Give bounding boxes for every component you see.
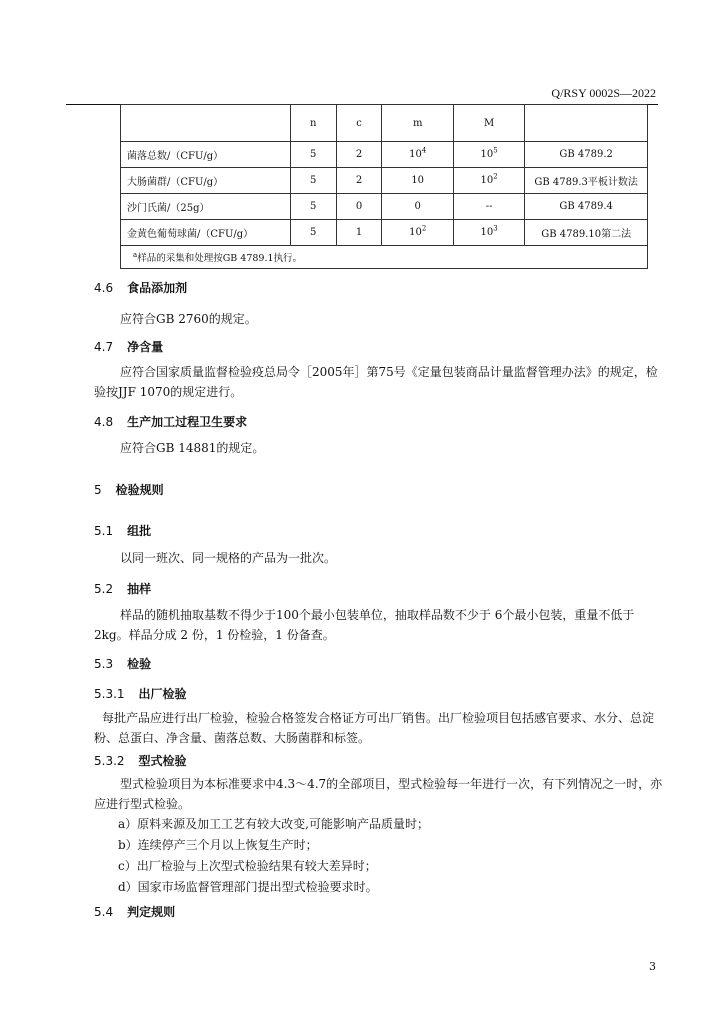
paragraph-4-7: 应符合国家质量监督检验疫总局令［2005年］第75号《定量包装商品计量监督管理办法》的规定，检验按JJF 1070的规定进行。 [94, 365, 658, 399]
row-M [453, 168, 524, 194]
paragraph-5-2: 样品的随机抽取基数不得少于100个最小包装单位，抽取样品数不少于 6个最小包装，重量不低于 2kg。样品分成 2 份，1 份检验，1 份备查。 [94, 608, 635, 642]
row-m [382, 220, 453, 246]
m-exponent: 2 [421, 224, 427, 233]
row-M: -- [453, 194, 524, 220]
table-note [121, 246, 648, 269]
row-item: 菌落总数/（CFU/g） [121, 142, 291, 168]
table-row [121, 142, 648, 168]
section-number: 4.7 [94, 340, 114, 354]
table-row [121, 194, 648, 220]
section-number: 5.3.1 [94, 687, 125, 701]
col-header-n: n [290, 105, 336, 142]
paragraph-5-3-2: 型式检验项目为本标准要求中4.3～4.7的全部项目，型式检验每一年进行一次，有下列情况之一时，亦应进行型式检验。 [94, 777, 663, 811]
section-number: 4.8 [94, 415, 114, 429]
m-base: 10 [409, 227, 422, 238]
paragraph-4-8: 应符合GB 14881的规定。 [120, 441, 265, 455]
M-base: 10 [480, 227, 494, 238]
col-header-method [525, 105, 648, 142]
standard-code: Q/RSY 0002S—2022 [551, 86, 656, 100]
list-item: d）国家市场监督管理部门提出型式检验要求时。 [118, 880, 378, 894]
row-m: 0 [382, 194, 453, 220]
heading-5-3 [94, 655, 151, 672]
section-title: 检验规则 [115, 483, 164, 497]
section-number: 5.3.2 [94, 754, 125, 768]
table-row [121, 168, 648, 194]
section-number: 5.3 [94, 657, 114, 671]
heading-5-2 [94, 580, 151, 597]
M-exponent: 5 [493, 146, 498, 155]
section-title: 型式检验 [138, 754, 187, 768]
M-exponent: 2 [493, 172, 498, 181]
heading-5-3-2 [94, 752, 187, 769]
heading-5-1 [94, 522, 151, 539]
M-base: 10 [480, 149, 494, 160]
heading-5-4 [94, 903, 175, 920]
col-header-item [121, 105, 291, 142]
heading-4-7 [94, 338, 163, 355]
section-title: 组批 [127, 524, 152, 538]
row-item: 金黄色葡萄球菌/（CFU/g） [121, 220, 291, 246]
heading-5 [94, 481, 164, 498]
row-m [382, 142, 453, 168]
note-text: 样品的采集和处理按GB 4789.1执行。 [137, 253, 303, 264]
row-n: 5 [290, 220, 336, 246]
M-base: 10 [480, 175, 494, 186]
row-c: 0 [336, 194, 382, 220]
table-note-row [121, 246, 648, 269]
list-item: c）出厂检验与上次型式检验结果有较大差异时； [118, 859, 377, 873]
row-M [453, 142, 524, 168]
m-exponent: 4 [421, 146, 427, 155]
paragraph-5-3-1: 每批产品应进行出厂检验，检验合格签发合格证方可出厂销售。出厂检验项目包括感官要求、水分、总淀粉、总蛋白、净含量、菌落总数、大肠菌群和标签。 [94, 711, 655, 745]
section-number: 5 [94, 483, 102, 497]
section-number: 5.2 [94, 582, 114, 596]
table-header-row [121, 105, 648, 142]
row-method: GB 4789.10第二法 [525, 220, 648, 246]
row-c: 2 [336, 168, 382, 194]
row-item: 大肠菌群/（CFU/g） [121, 168, 291, 194]
section-title: 净含量 [127, 340, 164, 354]
section-title: 食品添加剂 [127, 281, 188, 295]
row-n: 5 [290, 194, 336, 220]
section-number: 5.1 [94, 524, 114, 538]
row-c: 1 [336, 220, 382, 246]
row-c: 2 [336, 142, 382, 168]
m-base: 10 [409, 149, 422, 160]
row-item: 沙门氏菌/（25g） [121, 194, 291, 220]
row-method: GB 4789.2 [525, 142, 648, 168]
row-n: 5 [290, 142, 336, 168]
paragraph-5-1: 以同一班次、同一规格的产品为一批次。 [120, 551, 337, 565]
m-base: 10 [411, 175, 425, 186]
list-item: a）原料来源及加工工艺有较大改变,可能影响产品质量时； [118, 817, 429, 831]
page-number: 3 [649, 960, 656, 973]
note-mark: a [133, 250, 138, 259]
row-m [382, 168, 453, 194]
col-header-c: c [336, 105, 382, 142]
row-n: 5 [290, 168, 336, 194]
section-title: 判定规则 [127, 905, 176, 919]
condition-list [118, 814, 658, 898]
table-row [121, 220, 648, 246]
heading-5-3-1 [94, 685, 187, 702]
section-number: 4.6 [94, 281, 114, 295]
row-method: GB 4789.3平板计数法 [525, 168, 648, 194]
section-title: 检验 [127, 657, 152, 671]
row-method: GB 4789.4 [525, 194, 648, 220]
section-number: 5.4 [94, 905, 114, 919]
M-exponent: 3 [493, 224, 498, 233]
col-header-M: M [453, 105, 524, 142]
section-title: 生产加工过程卫生要求 [127, 415, 248, 429]
heading-4-8 [94, 413, 247, 430]
section-title: 出厂检验 [138, 687, 187, 701]
paragraph-4-6: 应符合GB 2760的规定。 [120, 312, 257, 326]
col-header-m: m [382, 105, 453, 142]
microbiology-table [120, 104, 648, 269]
heading-4-6 [94, 279, 187, 296]
section-title: 抽样 [127, 582, 152, 596]
row-M [453, 220, 524, 246]
list-item: b）连续停产三个月以上恢复生产时； [118, 838, 318, 852]
